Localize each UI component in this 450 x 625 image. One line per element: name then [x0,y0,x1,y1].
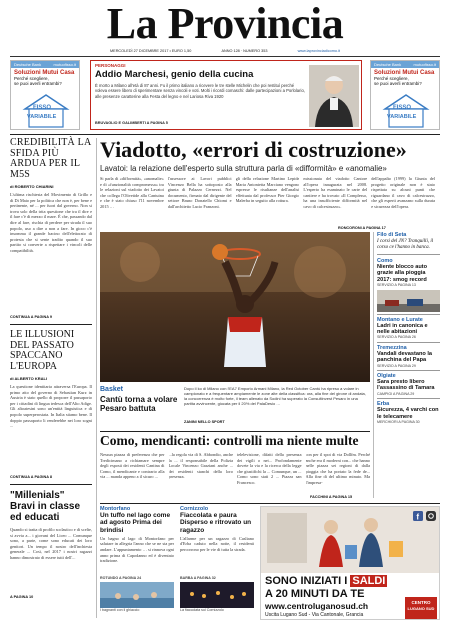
traffic-image [377,290,440,312]
second-story-divider [100,431,370,432]
ad-bank-strip-right [371,61,439,68]
second-byline: FACCHINI A PAGINA 15 [310,495,353,499]
main-columns [100,176,435,226]
ad-variabile: VARIABILE [27,114,57,120]
second-col-4: con per il spot di via Dollfm. Perché anche era il moderni con... che hanno nelle piazza sei regioni di dalla pioggia che ha portato la fede de... Alla fine di del ultimo minuto. Ma l'impresa- [305,452,370,485]
sidebar-div-2 [377,314,440,315]
left-column-separator [96,138,97,618]
op2-byline: di ALBERTO KRALI [10,376,48,381]
sidebar-div-4 [377,370,440,371]
lake-swimmers-image [100,582,174,608]
ad-headline: Soluzioni Mutui Casa [14,70,75,76]
ad-bank-name: Deutsche Bank [14,62,42,67]
masthead [0,0,450,60]
torchlight-procession-image [180,582,254,608]
montorfano-caption: I bagnanti con il ghiaccio [100,608,140,613]
cornizzolo-kicker: Cornizzolo [180,506,209,512]
sidebar-div-1 [377,254,440,255]
left-column [10,138,92,618]
instagram-icon[interactable] [426,511,436,521]
filo-text: I corsi del JN? Tranquilli, il corso ce l'hanno in banca. [377,239,434,250]
ad-bank-name-right: Deutsche Bank [374,62,402,67]
op2-body: La questione identitaria attraversa l'Europa. Il primo atto del governo di Sebastian Kurz in Austria è stato quello di proporre il passaporto per i cittadini di lingua tedesca dell'Alto Adige. Gli altoatesini sono un'entità linguistica e di popolo superperostata. In Italia stiamo bene. Il doppio passaporto li renderebbe nei loro sogni ... [10,384,92,429]
second-col-3: telelevisione, difatti della presenza dei vigili o nei... Profondamente dovete la via e la ricerca della legge che giustifichi la ... Comunque, un ... Como sono stati 2 ... Piazza san Francesco. [237,452,302,485]
sidebar-div-3 [377,342,440,343]
centro-lugano-logo [405,597,437,619]
website-link[interactable]: www.laprovinciadicomo.it [297,49,340,53]
ad-saldi-badge: SALDI [352,575,386,587]
ad-bank-site-right: mutuofisso.it [413,62,436,67]
facebook-icon[interactable] [413,511,423,521]
op3-title: "Millenials" Bravi in classe ed educati [10,490,81,523]
tremezzina-headline[interactable]: Vandali devastano la panchina del Papa [377,350,433,364]
main-headline: Viadotto, «errori di costruzione» [100,137,407,162]
top-feature-byline: BRUVAGLIO E GALIMBERTI A PAGINA 5 [95,121,168,125]
op2-title: LE ILLUSIONI DEL PASSATO SPACCANO L'EUROPA [10,329,75,372]
marchesi-photo [309,65,359,127]
cornizzolo-body: L'allarme per un ragazzo di Casliano d'Erba caduto nella notte, il residenti percorrono per le vie di tutta la strada. [180,535,254,553]
montano-byline: SERVIZIO A PAGINA 26 [377,335,416,340]
ad-fisso-right: FISSO [393,105,412,111]
house-icon [21,93,71,129]
ad-line-2: A 20 MINUTI DA TE [265,588,365,600]
main-col-2: l'assessore ai Lavori pubblici Vincenzo Bella ha sottoposto alla giunta di Palazzo Cernezzi. Nel documento, firmato dal dirigente del settore Bruno Donatello Chiomi e dall'architetto Lucio Franzoni. [167,176,232,209]
cornizzolo-block[interactable] [180,506,254,620]
op3-more[interactable]: A PAGINA 10 [10,595,34,599]
montano-headline[interactable]: Ladri in canonica e nelle abitazioni [377,322,428,336]
left-divider-1 [10,324,92,325]
ad-address: Uscita Lugano Sud - Via Cantonale, Grancia [265,612,364,618]
main-col-5: dell'appalto (1999) la Giunta del progetto originale non è stato rispettata su alcuni punti che riguardano il cavo di calcestruzzo, che gli esperti avanzano sulla durata e sicurezza dell'opera. [371,176,435,209]
cornizzolo-byline: BARBA A PAGINA 32 [180,575,216,580]
left-divider-2 [10,484,92,485]
montorfano-headline: Un tuffo nel lago come ad agosto Prima dei brindisi [100,512,171,534]
main-story[interactable] [100,138,440,228]
montorfano-kicker: Montorfano [100,506,131,512]
op2-more[interactable]: CONTINUA A PAGINA 8 [10,475,52,479]
montorfano-body: Un bagno al lago di Montorfano per salutare in allegria l'anno che se ne sta per andare. L'appuntamento … si rinnova ogni anno prima di Capodanno ed è diventato tradizione. [100,535,174,564]
top-feature-headline: Addio Marchesi, genio della cucina [95,69,254,80]
top-feature-kicker: PERSONAGGI [95,63,126,68]
como-headline[interactable]: Niente blocco auto grazie alla pioggia 2017: smog record [377,264,428,283]
olgiate-byline: CAMPIGI A PAGINA 29 [377,391,415,396]
montorfano-photo [100,582,174,608]
main-subhead: Lavatoi: la relazione dell'esperto sulla struttura parla di «difformità» e «anomalie» [100,164,387,173]
lugano-sud-ad[interactable] [260,506,440,620]
sidebar-div-5 [377,398,440,399]
logo-lugano: LUGANO SUD [407,606,435,611]
ad-headline-right: Soluzioni Mutui Casa [374,70,435,76]
ad-line1: Perché scegliere, [14,76,49,81]
ad-iniziati: SONO INIZIATI I [265,575,348,587]
ad-variabile-right: VARIABILE [387,114,417,120]
op3-body: Quando si tratta di profilo scolastico e di scelte, si avvia a... i giovani del Liceo ... Comunque sono, a parte, come sono educati dei loro genitori. Un tempo il nostro dell'inchiesta generale ... Così, nel 2017 i nostri ragazzi hanno dimostrato di essere tutti dell'... [10,527,92,560]
olgiate-kicker: Olgiate [377,373,396,380]
second-col-2: ...la regola via di S. Abbondio, anche la ... il responsabile della Polizia Locale Vincenzo Graziani anche ... dei residenti stanchi della loro presenza. [168,452,233,480]
main-byline[interactable]: RONCORONI A PAGINA 17 [338,226,386,230]
ad-line2: se puoi averli entrambi? [14,81,62,86]
montano-kicker: Montano e Lurate [377,316,423,323]
como-kicker: Como [377,258,393,264]
chef-portrait-image [309,65,359,127]
erba-headline[interactable]: Sicurezza, 4 varchi con le telecamere [377,407,439,420]
second-headline: Como, mendicanti: controlli ma niente multe [100,433,359,448]
ad-line2-right: se puoi averli entrambi? [374,81,422,86]
basket-photo [100,232,370,382]
masthead-title: La Provincia [106,0,344,48]
op1-byline: di ROBERTO CHIARINI [10,184,54,189]
ad-bank-site: mutuofisso.it [53,62,76,67]
cornizzolo-headline: Fiaccolata e paura Disperso e ritrovato un ragazzo [180,512,252,534]
masthead-divider [10,56,440,57]
sport-byline: ZANINI NELLO SPORT [184,420,225,424]
ad-line-1 [265,575,440,587]
op1-title: CREDIBILITÀ LA SFIDA PIÙ ARDUA PER IL M5S [10,137,91,180]
ad-fisso: FISSO [33,105,52,111]
ad-url[interactable]: www.centroluganosud.ch [265,601,369,611]
top-divider [10,134,440,135]
filo-kicker: Filo di Seta [377,232,407,238]
issue-number: ANNO 128 · NUMERO 353 [221,49,268,53]
montorfano-block[interactable] [100,506,174,620]
ad-bank-strip [11,61,79,68]
cornizzolo-caption: La fiaccolata sul Cornizzolo [180,608,224,613]
cornizzolo-photo [180,582,254,608]
main-col-3: gli della relazione Martino Lepide Maria Antonietta Marciano vengono espresse le risultanze dell'analisi effettuata dal professor Pier Giorgio Malerba in seguito alla rottura. [235,176,300,204]
como-photo [377,290,440,312]
bottom-divider [100,503,440,504]
sport-kicker: Basket [100,386,123,393]
masthead-dateline-row [110,47,340,55]
right-column-separator [373,232,374,498]
top-left-ad[interactable] [10,60,80,130]
second-col-1: Nessun piazza di preferenza che per Tredicimano a richiamare sempre degli esposti dei residenti Cantina di Como, il mendicante e contrario alla via ... manda appeno a il sicuro ... [100,452,165,480]
ad-line1-right: Perché scegliere, [374,76,409,81]
basketball-dunk-image [100,232,370,382]
tremezzina-kicker: Tremezzina [377,344,407,351]
op1-body: L'ultima rischiesta del Movimento di Grillo e di Di Maio per la politica che non è, per bene e pertinente, né ... per fuori dal governo. Non si trova solo della trita questione che tra il dire e il fare c'è di mezzo il mare. È che, passando dal dire al fare, rischia di perdere per strada il suo popolo, uso a dire a non a fare. In gioco c'è insomma il grande bacino dell'elettorato di protesta che si sente tradito quando il suo partito si converte a rispettare i vincoli delle compatibilità. [10,192,92,253]
main-col-4: missionata del viadotto Cantore all'opera inaugurata nel 2008. L'esperto ha esaminato le carte del cantiere e ha trovato «Il Complesso, ha una insufficiente difformità nel cavo di calcestruzzo». [303,176,368,209]
dateline: MERCOLEDÌ 27 DICEMBRE 2017 • EURO 1,50 [110,49,192,53]
op1-more[interactable]: CONTINUA A PAGINA 9 [10,315,52,319]
montorfano-byline: ROTUNDO A PAGINA 24 [100,575,142,580]
top-feature-body: È morto a Milano all'età di 87 anni. Fu il primo italiano a ricevere le tre stelle Michelin che poi restituì perché voleva essere libero di sperimentare senza vincoli e voti. Molti i ricordi comaschi: dalle partecipazioni a Porlolario, alle presenze caratterine alla Festa del legno e nel Lariosa Riva 1920 [95,83,305,99]
second-story[interactable] [100,433,370,501]
right-sidebar [377,232,440,498]
como-byline: SERVIZIO A PAGINA 13 [377,283,416,288]
svg-text:f: f [416,512,420,521]
second-columns [100,452,370,498]
erba-kicker: Erba [377,401,390,408]
sport-headline: Cantù torna a volare Pesaro battuta [100,395,178,413]
erba-byline: MERCHIORI A PAGINA 30 [377,420,420,425]
main-col-1: Si parla di «difformità», «anomalie» e di «funzionalità compromessa» tra le relazioni sul viadotto dei Lavatoi che collega l'Olivetide alla Cantuina e che è stato chiuso l'11 novembre 2015 … [100,176,164,209]
sport-caption: Dopo il ko di Milano con l'EA7 Emporio Armani Milano, la Red October Cantù ha ripreso a volare in campionato e a frequentare ampiamente le zone alte della classifica: ora, alla fine del girone di andata, la concorrenza è molto forte, il team allenato da Sodini ha superato la Consultinvest Pesaro in una partita avvincente, giocata per il 20% del PalaDesio … [184,386,366,406]
top-feature[interactable] [90,60,362,130]
tremezzina-byline: SERVIZIO A PAGINA 29 [377,363,416,368]
house-icon-right [381,93,431,129]
olgiate-headline[interactable]: Sara presto libero l'assassino di Tamara [377,379,435,392]
top-right-ad[interactable] [370,60,440,130]
logo-centro: CENTRO [411,600,431,605]
